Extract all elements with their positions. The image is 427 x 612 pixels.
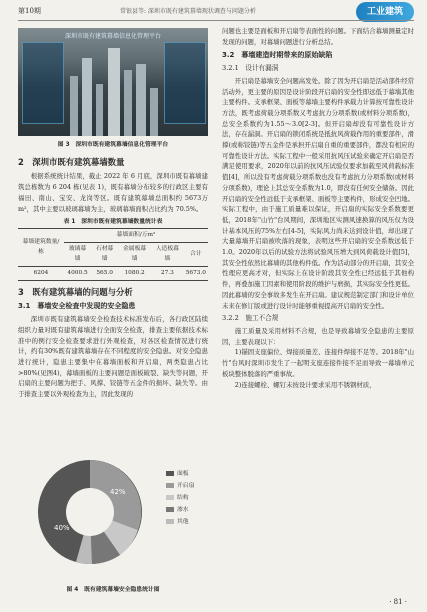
legend-swatch [166, 471, 174, 476]
table-cell: 1080.2 [118, 267, 151, 281]
table-row [18, 267, 208, 281]
legend-swatch [166, 483, 174, 488]
list-item-2: 2)连接螺栓、螺钉未按设计要求采用不锈钢材质， [234, 380, 376, 389]
header-rule [18, 20, 414, 21]
page-number: · 81 · [389, 598, 407, 606]
right-intro-paragraph: 问题也主要是面板和开启扇等表面性的问题。下面结合幕墙测量定时发现的问题，对幕墙问题进行分析总结。 [222, 27, 414, 46]
section-3-1-heading: 3.1 幕墙安全检查中发现的安全隐患 [18, 302, 136, 311]
section-2-heading: 2 深圳市既有建筑幕墙数量 [18, 156, 125, 167]
table-1-title: 表 1 深圳市既有建筑幕墙数量统计表 [63, 219, 163, 226]
figure-4-chart [20, 442, 206, 594]
legend-label: 结构 [177, 495, 189, 501]
table-header-cell: 合计 [184, 242, 208, 266]
figure-4-caption: 图 4 既有建筑幕墙安全隐患统计图 [66, 587, 160, 593]
building-shape [108, 48, 120, 136]
building-shape [150, 88, 158, 136]
donut-chart [20, 442, 160, 582]
legend-label: 渗水 [177, 507, 189, 513]
section-3-2-1-paragraph: 开启扇是幕墙安全问题高发处。除了因为开启扇是活动部件经常活动外，更主要的原因是设计阶段开启扇的安全性即远低于幕墙其他主要构件。支承框架、面板等幕墙主要构件承载力计算按可靠性设计方法，既考虑荷载分项系数又考虑抗力分项系数(或材料分项系数)，总安全系数约为1.55～3.0[2-3]。但开启扇却没有可靠性设计方法，存在漏洞。开启扇的锁闭系统是抵抗风荷载作用的重要部件，滑撑(或称铰链)等五金件是承担开启扇自重的重要部件，都没有相应的可靠性设计方法。实际工程中一般采用抗风压试验来确定开启扇是否满足使用要求，2020年以前的抗风压试验仅要求加载至风荷载标准值[4]，所以没有考虑荷载分项系数也没有考虑抗力分项系数(或材料分项系数)，理论上其总安全系数为1.0，即没有任何安全储备。因此开启扇的安全性远低于支承框架、面板等主要构件，形成安全凹地。实际工程中，由于施工质量难以保证，开启扇的实际安全系数要更低，2018年"山竹"台风期间，深圳地区实测风速换算的风压仅为设计基本风压的75%左右[4-5]，实际风力尚未达到设计值，却出现了大量幕墙开启扇被吹落的现象，表明这些开启扇的安全系数远低于1.0。2020年以后的试验方法将试验风压增大到风荷载设计值[5]，其安全性依然比幕墙的其他构件低。作为活动部分的开启扇，其安全性理应更高才对，但实际上在设计阶段其安全性已经远低于其他构件，再叠加施工因素和使用阶段的维护与磨损，其实际安全性更低。因此幕墙的安全事故多发生在开启扇。建议规范制定部门和设计单位未来在修订版或进行设计时能够重视提高开启扇的安全性。 [222, 76, 414, 310]
table-header-cell: 玻璃幕墙 [64, 242, 91, 266]
legend-swatch [166, 519, 174, 524]
building-shape [136, 64, 146, 136]
building-shape [70, 76, 78, 136]
building-shape [124, 70, 132, 136]
table-header-cell: 金属板幕墙 [118, 242, 151, 266]
table-cell: 4000.5 [64, 267, 91, 281]
section-3-1-paragraph: 深圳市既有建筑幕墙安全检查技术标准发布后，各行政区陆续组织力量对既有建筑幕墙进行全面安全检查，排查主要依据技术标准中的例行安全检查要求进行外观检查，对各区检查情况进行统计，约有30%既有建筑幕墙存在不同程度的安全隐患。对安全隐患进行统计，隐患主要集中在幕墙面板和开启扇，两类隐患占比>80%(见图4)，幕墙面板的主要问题是面板破裂、缺失等问题，开启扇的主要问题为把手、风撑、铰链等五金件的损坏、缺失等。由于排查主要以外观检查为主，因此发现的 [18, 315, 208, 399]
legend-item [166, 480, 194, 492]
right-column [222, 26, 414, 390]
left-column [18, 140, 208, 400]
figure-3-platform-screenshot [18, 28, 208, 136]
issue-label: 第10期 [18, 7, 41, 15]
dashboard-panel-left [22, 42, 64, 124]
section-3-2-1-heading: 3.2.1 设计有漏洞 [222, 64, 279, 73]
table-header-cell: 幕墙建筑数量/栋 [18, 228, 64, 266]
figure-3-overlay-title: 深圳市既有建筑幕墙信息化管理平台 [64, 33, 161, 40]
table-header-cell: 石材幕墙 [91, 242, 118, 266]
table-cell: 5673.0 [184, 267, 208, 281]
section-3-heading: 3 既有建筑幕墙的问题与分析 [18, 286, 133, 297]
legend-swatch [166, 507, 174, 512]
figure-3-caption: 图 3 深圳市既有建筑幕墙信息化管理平台 [57, 142, 169, 148]
dashboard-panel-right [164, 42, 206, 124]
legend-swatch [166, 495, 174, 500]
legend-item [166, 468, 194, 480]
table-cell: 6204 [18, 267, 64, 281]
running-title: 常银县等: 深圳市既有建筑幕墙现状调查与问题分析 [120, 8, 256, 15]
legend-item [166, 504, 194, 516]
table-cell: 565.0 [91, 267, 118, 281]
legend-label: 开启扇 [177, 483, 195, 489]
journal-logo: 工业建筑 [356, 2, 414, 22]
section-2-paragraph: 根据系统统计结果，截止 2022 年 6 月底，深圳市既有幕墙建筑总栋数为 6 204 栋(见表 1)，既有幕墙分布较多的行政区主要有福田、南山、宝安、龙岗等区。既有建筑幕墙总面积约 5673万 m²，其中主要以玻璃幕墙为主，玻璃幕墙面积占比约为 70.5%。 [18, 172, 208, 213]
legend-label: 面板 [177, 471, 189, 477]
building-shape [82, 58, 92, 136]
building-shape [96, 84, 103, 136]
section-3-2-2-paragraph: 施工质量及采用材料不合规，也是导致幕墙安全隐患的主要原因，主要表现以下： [222, 326, 414, 346]
slice-label-opening-sash: 42% [110, 488, 126, 496]
donut-hole [66, 488, 114, 536]
chart-legend [166, 468, 194, 528]
table-1 [18, 228, 208, 281]
section-3-2-heading: 3.2 幕墙建造时期带来的原始缺陷 [222, 51, 333, 60]
section-3-2-2-heading: 3.2.2 施工不合规 [222, 314, 279, 323]
list-item-1: 1)锚固支座偏位、焊接质量差、连接件焊接不足等。2018年"山竹"台风时深圳市发生了一起明支座连接件接不足而导致一幕墙单元板块整体脱落的严重事故。 [222, 348, 414, 378]
table-cell: 27.3 [151, 267, 184, 281]
legend-label: 其他 [177, 519, 189, 525]
legend-item [166, 516, 194, 528]
table-header-cell: 人造板幕墙 [151, 242, 184, 266]
slice-label-panel: 40% [54, 524, 70, 532]
table-header-group: 幕墙面积/万m² [64, 228, 208, 242]
legend-item [166, 492, 194, 504]
